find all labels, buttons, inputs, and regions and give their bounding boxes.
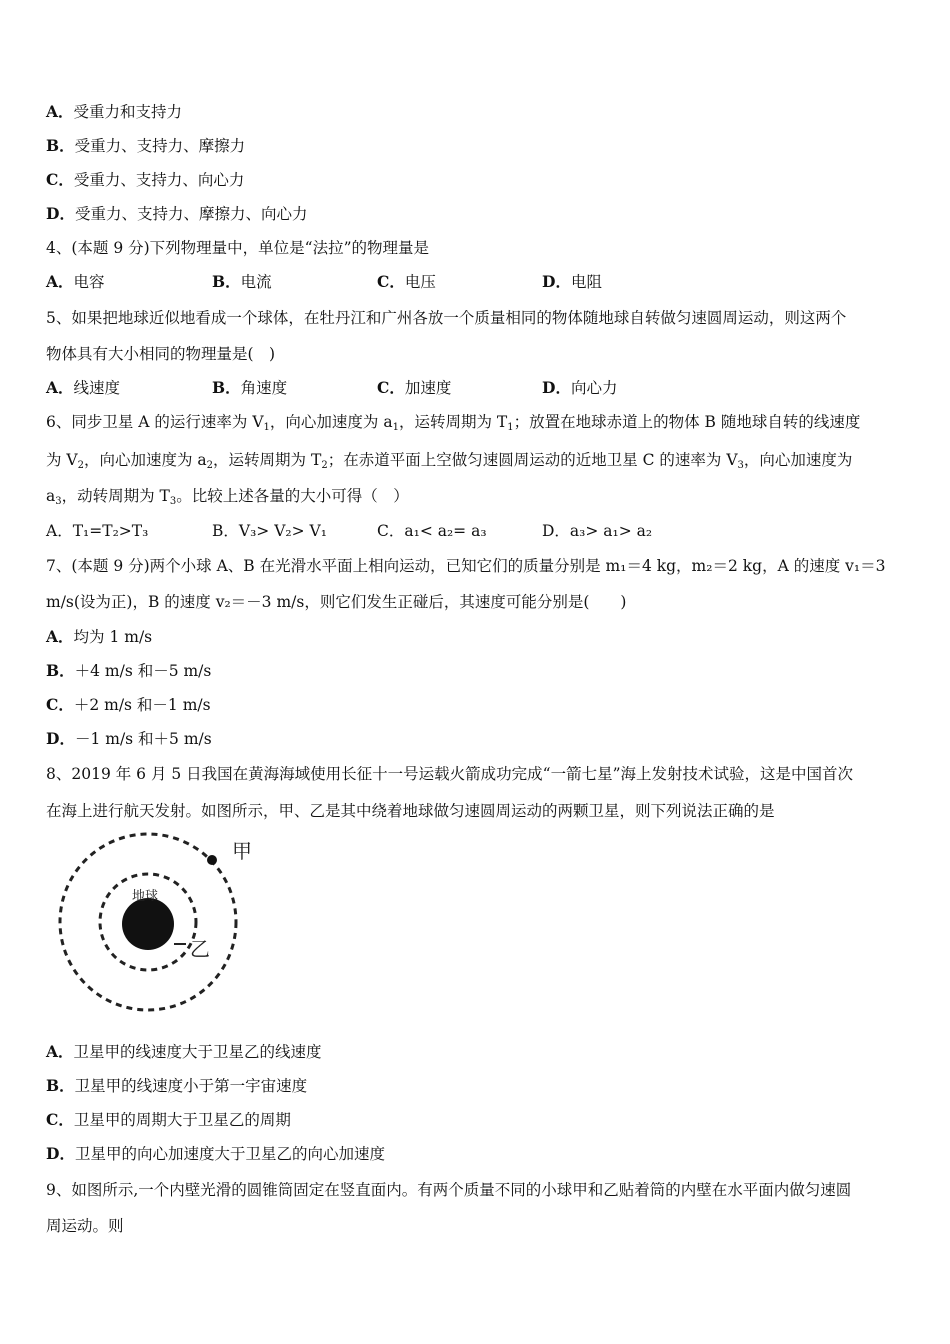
q7-option-b: B．＋4 m/s 和－5 m/s: [46, 661, 212, 680]
q6-option-b: B．V₃> V₂> V₁: [212, 522, 327, 540]
q5-option-b: B．角速度: [212, 378, 288, 397]
q7-stem-line2: m/s(设为正)，B 的速度 v₂＝－3 m/s，则它们发生正碰后，其速度可能分别是( ): [46, 593, 627, 611]
q5-option-a: A．线速度: [46, 378, 121, 397]
q8-option-c: C．卫星甲的周期大于卫星乙的周期: [46, 1110, 291, 1129]
q8-option-b: B．卫星甲的线速度小于第一宇宙速度: [46, 1076, 308, 1095]
q5-option-d: D．向心力: [542, 378, 618, 397]
q6-option-d: D．a₃> a₁> a₂: [542, 522, 653, 540]
prev-option-c: C．受重力、支持力、向心力: [46, 170, 245, 189]
q7-option-d: D．－1 m/s 和＋5 m/s: [46, 729, 212, 748]
q4-option-d: D．电阻: [542, 272, 602, 291]
q6-stem-line3: $a_3$，动转周期为 $T_3$。比较上述各量的大小可得（ ）: [46, 487, 409, 507]
satellite-inner-label: 乙: [190, 937, 210, 961]
q6-stem-line2: 为 $V_2$，向心加速度为 $a_2$，运转周期为 $T_2$；在赤道平面上空做匀速圆周运动的近地卫星 C 的速率为 $V_3$，向心加速度为: [46, 451, 853, 471]
q9-stem-line1: 9、如图所示,一个内壁光滑的圆锥筒固定在竖直面内。有两个质量不同的小球甲和乙贴着筒的内壁在水平面内做匀速圆: [46, 1181, 852, 1199]
q4-option-a: A．电容: [46, 272, 105, 291]
q5-stem-line2: 物体具有大小相同的物理量是( ): [46, 345, 276, 363]
satellite-outer-label: 甲: [232, 839, 252, 863]
q7-option-c: C．＋2 m/s 和－1 m/s: [46, 695, 211, 714]
prev-option-b: B．受重力、支持力、摩擦力: [46, 136, 246, 155]
q7-option-a: A．均为 1 m/s: [46, 627, 153, 646]
q8-stem-line1: 8、2019 年 6 月 5 日我国在黄海海域使用长征十一号运载火箭成功完成“一箭七星”海上发射技术试验，这是中国首次: [46, 765, 854, 783]
q4-option-b: B．电流: [212, 272, 272, 291]
q8-option-d: D．卫星甲的向心加速度大于卫星乙的向心加速度: [46, 1144, 385, 1163]
orbit-diagram: [52, 832, 272, 1012]
q5-option-c: C．加速度: [377, 378, 452, 397]
q6-option-a: A．T₁=T₂>T₃: [46, 522, 149, 540]
q5-stem-line1: 5、如果把地球近似地看成一个球体，在牡丹江和广州各放一个质量相同的物体随地球自转做匀速圆周运动，则这两个: [46, 309, 847, 327]
prev-option-d: D．受重力、支持力、摩擦力、向心力: [46, 204, 308, 223]
q6-option-c: C．a₁< a₂= a₃: [377, 522, 487, 540]
q8-stem-line2: 在海上进行航天发射。如图所示，甲、乙是其中绕着地球做匀速圆周运动的两颗卫星，则下列说法正确的是: [46, 802, 775, 820]
q4-stem: 4、(本题 9 分)下列物理量中，单位是“法拉”的物理量是: [46, 239, 430, 257]
earth: [122, 898, 174, 950]
q4-option-c: C．电压: [377, 272, 436, 291]
q9-stem-line2: 周运动。则: [46, 1217, 124, 1235]
q8-option-a: A．卫星甲的线速度大于卫星乙的线速度: [46, 1042, 322, 1061]
q7-stem-line1: 7、(本题 9 分)两个小球 A、B 在光滑水平面上相向运动，已知它们的质量分别是 m₁＝4 kg，m₂＝2 kg，A 的速度 v₁＝3: [46, 557, 886, 575]
satellite-outer: [207, 855, 217, 865]
earth-label: 地球: [132, 889, 159, 904]
q6-stem-line1: 6、同步卫星 A 的运行速率为 $V_1$，向心加速度为 $a_1$，运转周期为 $T_1$；放置在地球赤道上的物体 B 随地球自转的线速度: [46, 413, 861, 433]
prev-option-a: A．受重力和支持力: [46, 102, 183, 121]
